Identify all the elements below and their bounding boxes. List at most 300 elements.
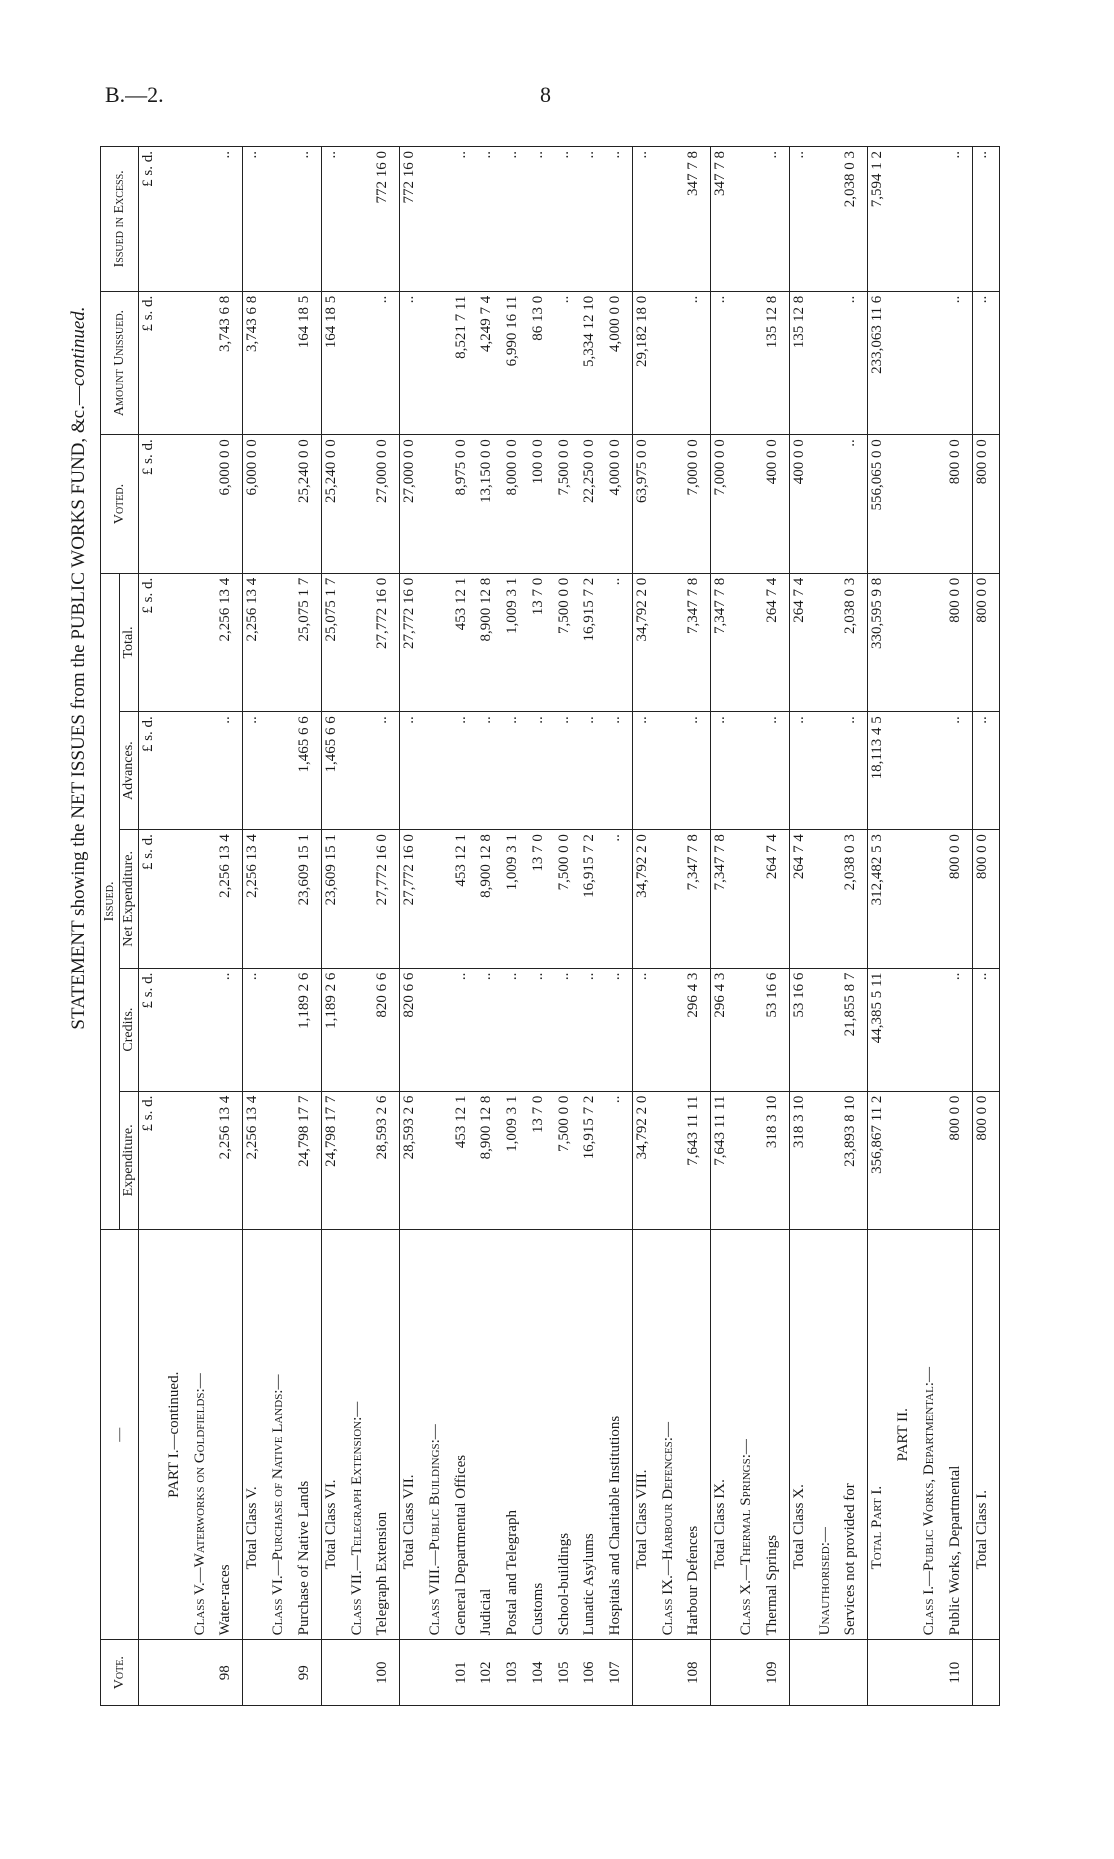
cell-voted: 800 0 0 bbox=[946, 435, 972, 573]
cell-adv: .. bbox=[972, 712, 1000, 830]
table-row bbox=[269, 147, 295, 1706]
cell-exp: 7,500 0 0 bbox=[555, 1091, 581, 1229]
cell-exp: 356,867 11 2 bbox=[868, 1091, 894, 1229]
cell-exc: .. bbox=[477, 147, 503, 292]
cell-adv: 1,465 6 6 bbox=[321, 712, 347, 830]
cell-voted: 7,000 0 0 bbox=[711, 435, 737, 573]
table-row bbox=[477, 147, 503, 1706]
cell-adv: .. bbox=[711, 712, 737, 830]
cell-tot: 800 0 0 bbox=[946, 573, 972, 711]
cell-voted bbox=[659, 435, 685, 573]
cell-uniss: 135 12 8 bbox=[789, 291, 815, 435]
cell-exp bbox=[659, 1091, 685, 1229]
cell-cred: .. bbox=[632, 968, 658, 1091]
vote-number bbox=[269, 1640, 295, 1706]
cell-voted: 800 0 0 bbox=[972, 435, 1000, 573]
cell-net: 34,792 2 0 bbox=[632, 830, 658, 968]
cell-exp bbox=[920, 1091, 946, 1229]
cell-adv: .. bbox=[477, 712, 503, 830]
cell-net: 8,900 12 8 bbox=[477, 830, 503, 968]
vote-number bbox=[400, 1640, 426, 1706]
cell-voted: 8,975 0 0 bbox=[452, 435, 478, 573]
table-row bbox=[580, 147, 606, 1706]
table-row bbox=[452, 147, 478, 1706]
cell-exp bbox=[426, 1091, 452, 1229]
cell-cred bbox=[348, 968, 374, 1091]
cell-uniss: .. bbox=[711, 291, 737, 435]
cell-net: 800 0 0 bbox=[946, 830, 972, 968]
cell-tot: 330,595 9 8 bbox=[868, 573, 894, 711]
cell-uniss bbox=[269, 291, 295, 435]
cell-exc: .. bbox=[632, 147, 658, 292]
vote-number: 101 bbox=[452, 1640, 478, 1706]
vote-number bbox=[972, 1640, 1000, 1706]
cell-uniss bbox=[920, 291, 946, 435]
vote-number: 105 bbox=[555, 1640, 581, 1706]
cell-adv: .. bbox=[400, 712, 426, 830]
vote-number: 99 bbox=[295, 1640, 321, 1706]
cell-net bbox=[348, 830, 374, 968]
table-row bbox=[894, 147, 920, 1706]
table-row bbox=[216, 147, 242, 1706]
cell-net: 27,772 16 0 bbox=[373, 830, 399, 968]
cell-uniss bbox=[165, 291, 191, 435]
cell-exp: 318 3 10 bbox=[763, 1091, 789, 1229]
row-label: Class VIII.—Public Buildings:— bbox=[426, 1230, 452, 1640]
cell-adv: 1,465 6 6 bbox=[295, 712, 321, 830]
vote-number: 107 bbox=[606, 1640, 632, 1706]
cell-exc: .. bbox=[580, 147, 606, 292]
cell-tot: 25,075 1 7 bbox=[295, 573, 321, 711]
table-row-total bbox=[243, 147, 269, 1706]
cell-tot bbox=[269, 573, 295, 711]
table-row-total bbox=[321, 147, 347, 1706]
cell-adv bbox=[659, 712, 685, 830]
table-row bbox=[191, 147, 217, 1706]
cell-voted: 7,000 0 0 bbox=[684, 435, 710, 573]
cell-exc: .. bbox=[555, 147, 581, 292]
cell-adv bbox=[816, 712, 842, 830]
table-row bbox=[348, 147, 374, 1706]
cell-exc: 7,594 1 2 bbox=[868, 147, 894, 292]
cell-net: 16,915 7 2 bbox=[580, 830, 606, 968]
cell-exc bbox=[737, 147, 763, 292]
cell-uniss: 5,334 12 10 bbox=[580, 291, 606, 435]
cell-uniss: .. bbox=[684, 291, 710, 435]
cell-tot: 453 12 1 bbox=[452, 573, 478, 711]
row-label: Class V.—Waterworks on Goldfields:— bbox=[191, 1230, 217, 1640]
cell-exp: 28,593 2 6 bbox=[400, 1091, 426, 1229]
cell-adv: .. bbox=[452, 712, 478, 830]
col-header-issued: Issued. bbox=[101, 573, 120, 1229]
cell-tot: 8,900 12 8 bbox=[477, 573, 503, 711]
row-label: Total Class IX. bbox=[711, 1230, 737, 1640]
cell-uniss: 3,743 6 8 bbox=[243, 291, 269, 435]
cell-exp: 8,900 12 8 bbox=[477, 1091, 503, 1229]
cell-cred: .. bbox=[503, 968, 529, 1091]
row-label: Total Part I. bbox=[868, 1230, 894, 1640]
cell-voted: 22,250 0 0 bbox=[580, 435, 606, 573]
table-row bbox=[816, 147, 842, 1706]
statement-title-main: STATEMENT showing the NET ISSUES from the PUBLIC WORKS FUND, &c.— bbox=[68, 386, 89, 1030]
cell-exc: .. bbox=[789, 147, 815, 292]
col-header-voted: Voted. bbox=[101, 435, 139, 573]
cell-voted: 25,240 0 0 bbox=[295, 435, 321, 573]
col-header-vote: Vote. bbox=[101, 1640, 139, 1706]
cell-cred bbox=[191, 968, 217, 1091]
cell-tot: 1,009 3 1 bbox=[503, 573, 529, 711]
cell-adv: .. bbox=[216, 712, 242, 830]
row-label: Class VI.—Purchase of Native Lands:— bbox=[269, 1230, 295, 1640]
row-label: Class IX.—Harbour Defences:— bbox=[659, 1230, 685, 1640]
cell-exp: 800 0 0 bbox=[946, 1091, 972, 1229]
row-label: School-buildings bbox=[555, 1230, 581, 1640]
cell-net: 2,256 13 4 bbox=[243, 830, 269, 968]
col-header-credits: Credits. bbox=[120, 968, 139, 1091]
cell-cred: .. bbox=[580, 968, 606, 1091]
cell-net: 2,038 0 3 bbox=[841, 830, 867, 968]
vote-number bbox=[711, 1640, 737, 1706]
cell-exp: 24,798 17 7 bbox=[295, 1091, 321, 1229]
cell-exc bbox=[920, 147, 946, 292]
table-row bbox=[763, 147, 789, 1706]
table-row bbox=[684, 147, 710, 1706]
cell-voted bbox=[737, 435, 763, 573]
cell-tot bbox=[191, 573, 217, 711]
vote-number bbox=[920, 1640, 946, 1706]
vote-number bbox=[894, 1640, 920, 1706]
col-header-net-expenditure: Net Expenditure. bbox=[120, 830, 139, 968]
row-label: Total Class I. bbox=[972, 1230, 1000, 1640]
cell-uniss: 4,249 7 4 bbox=[477, 291, 503, 435]
cell-tot: 264 7 4 bbox=[789, 573, 815, 711]
cell-net: 264 7 4 bbox=[763, 830, 789, 968]
cell-exc: .. bbox=[529, 147, 555, 292]
col-header-total: Total. bbox=[120, 573, 139, 711]
cell-net bbox=[894, 830, 920, 968]
cell-adv: .. bbox=[580, 712, 606, 830]
cell-voted: 6,000 0 0 bbox=[216, 435, 242, 573]
rotated-table-wrapper bbox=[100, 146, 1000, 1706]
cell-net bbox=[816, 830, 842, 968]
cell-exc: 772 16 0 bbox=[400, 147, 426, 292]
cell-exc: 2,038 0 3 bbox=[841, 147, 867, 292]
currency-label: £ s. d. bbox=[139, 291, 165, 435]
cell-exc bbox=[269, 147, 295, 292]
cell-exc: .. bbox=[243, 147, 269, 292]
cell-tot: 2,256 13 4 bbox=[216, 573, 242, 711]
cell-exp: 2,256 13 4 bbox=[216, 1091, 242, 1229]
table-row-total bbox=[972, 147, 1000, 1706]
cell-cred: 53 16 6 bbox=[763, 968, 789, 1091]
cell-cred bbox=[894, 968, 920, 1091]
cell-exp: 13 7 0 bbox=[529, 1091, 555, 1229]
cell-exc: .. bbox=[452, 147, 478, 292]
row-label: Total Class V. bbox=[243, 1230, 269, 1640]
cell-tot: 34,792 2 0 bbox=[632, 573, 658, 711]
cell-exc bbox=[659, 147, 685, 292]
table-row bbox=[841, 147, 867, 1706]
cell-adv bbox=[348, 712, 374, 830]
cell-exp: 2,256 13 4 bbox=[243, 1091, 269, 1229]
cell-tot: 264 7 4 bbox=[763, 573, 789, 711]
cell-exc: .. bbox=[321, 147, 347, 292]
cell-exc bbox=[165, 147, 191, 292]
cell-adv bbox=[894, 712, 920, 830]
cell-exp: 1,009 3 1 bbox=[503, 1091, 529, 1229]
cell-cred bbox=[426, 968, 452, 1091]
cell-adv bbox=[426, 712, 452, 830]
cell-voted: 27,000 0 0 bbox=[400, 435, 426, 573]
cell-adv: .. bbox=[632, 712, 658, 830]
cell-adv: .. bbox=[684, 712, 710, 830]
cell-voted: 8,000 0 0 bbox=[503, 435, 529, 573]
cell-tot bbox=[894, 573, 920, 711]
cell-exc: 772 16 0 bbox=[373, 147, 399, 292]
cell-adv bbox=[269, 712, 295, 830]
cell-uniss: .. bbox=[373, 291, 399, 435]
cell-net bbox=[920, 830, 946, 968]
cell-cred: .. bbox=[243, 968, 269, 1091]
cell-tot: 27,772 16 0 bbox=[373, 573, 399, 711]
row-label: Purchase of Native Lands bbox=[295, 1230, 321, 1640]
cell-tot: 16,915 7 2 bbox=[580, 573, 606, 711]
table-row bbox=[606, 147, 632, 1706]
cell-exp: 800 0 0 bbox=[972, 1091, 1000, 1229]
cell-uniss: .. bbox=[400, 291, 426, 435]
cell-cred: 296 4 3 bbox=[684, 968, 710, 1091]
cell-net bbox=[191, 830, 217, 968]
table-row-total bbox=[789, 147, 815, 1706]
cell-cred: 1,189 2 6 bbox=[295, 968, 321, 1091]
cell-tot bbox=[920, 573, 946, 711]
table-row bbox=[503, 147, 529, 1706]
cell-exp: 28,593 2 6 bbox=[373, 1091, 399, 1229]
cell-tot bbox=[659, 573, 685, 711]
cell-net bbox=[426, 830, 452, 968]
cell-net: 27,772 16 0 bbox=[400, 830, 426, 968]
cell-adv: .. bbox=[789, 712, 815, 830]
currency-label: £ s. d. bbox=[139, 573, 165, 711]
cell-voted bbox=[165, 435, 191, 573]
row-label: Postal and Telegraph bbox=[503, 1230, 529, 1640]
cell-net: .. bbox=[606, 830, 632, 968]
table-row bbox=[659, 147, 685, 1706]
cell-net: 7,347 7 8 bbox=[684, 830, 710, 968]
vote-number bbox=[659, 1640, 685, 1706]
cell-tot: 25,075 1 7 bbox=[321, 573, 347, 711]
vote-number bbox=[165, 1640, 191, 1706]
cell-adv: .. bbox=[243, 712, 269, 830]
document-code: B.—2. bbox=[105, 82, 164, 107]
cell-net: 312,482 5 3 bbox=[868, 830, 894, 968]
cell-voted: 63,975 0 0 bbox=[632, 435, 658, 573]
cell-uniss: 8,521 7 11 bbox=[452, 291, 478, 435]
row-label: General Departmental Offices bbox=[452, 1230, 478, 1640]
cell-cred: .. bbox=[452, 968, 478, 1091]
cell-uniss: 86 13 0 bbox=[529, 291, 555, 435]
vote-number bbox=[816, 1640, 842, 1706]
cell-voted bbox=[816, 435, 842, 573]
cell-adv: 18,113 4 5 bbox=[868, 712, 894, 830]
cell-adv: .. bbox=[555, 712, 581, 830]
vote-number bbox=[789, 1640, 815, 1706]
cell-uniss: 29,182 18 0 bbox=[632, 291, 658, 435]
cell-net bbox=[269, 830, 295, 968]
cell-exc bbox=[191, 147, 217, 292]
cell-cred: .. bbox=[972, 968, 1000, 1091]
cell-adv bbox=[191, 712, 217, 830]
cell-tot: 13 7 0 bbox=[529, 573, 555, 711]
col-header-expenditure: Expenditure. bbox=[120, 1091, 139, 1229]
cell-cred: .. bbox=[477, 968, 503, 1091]
cell-net bbox=[737, 830, 763, 968]
cell-exp: 453 12 1 bbox=[452, 1091, 478, 1229]
table-row bbox=[946, 147, 972, 1706]
cell-cred bbox=[269, 968, 295, 1091]
row-label: Telegraph Extension bbox=[373, 1230, 399, 1640]
cell-cred: 820 6 6 bbox=[373, 968, 399, 1091]
cell-exp: 7,643 11 11 bbox=[684, 1091, 710, 1229]
cell-exp: 7,643 11 11 bbox=[711, 1091, 737, 1229]
cell-cred: .. bbox=[529, 968, 555, 1091]
cell-uniss: 135 12 8 bbox=[763, 291, 789, 435]
cell-uniss: 3,743 6 8 bbox=[216, 291, 242, 435]
row-label: Unauthorised:— bbox=[816, 1230, 842, 1640]
currency-row bbox=[139, 147, 165, 1706]
cell-exc: .. bbox=[972, 147, 1000, 292]
table-row bbox=[426, 147, 452, 1706]
cell-voted: 4,000 0 0 bbox=[606, 435, 632, 573]
cell-cred: 296 4 3 bbox=[711, 968, 737, 1091]
cell-uniss: 164 18 5 bbox=[321, 291, 347, 435]
cell-uniss: 233,063 11 6 bbox=[868, 291, 894, 435]
vote-number bbox=[841, 1640, 867, 1706]
cell-voted bbox=[191, 435, 217, 573]
cell-voted bbox=[348, 435, 374, 573]
cell-uniss: .. bbox=[972, 291, 1000, 435]
row-label: Customs bbox=[529, 1230, 555, 1640]
cell-exc: .. bbox=[763, 147, 789, 292]
cell-exp: 318 3 10 bbox=[789, 1091, 815, 1229]
cell-exc: .. bbox=[606, 147, 632, 292]
col-header-excess: Issued in Excess. bbox=[101, 147, 139, 292]
table-row-total bbox=[868, 147, 894, 1706]
cell-exp: 34,792 2 0 bbox=[632, 1091, 658, 1229]
row-label: PART I.—continued. bbox=[165, 1230, 191, 1640]
cell-adv: .. bbox=[946, 712, 972, 830]
table-row bbox=[920, 147, 946, 1706]
statement-title-suffix: continued. bbox=[68, 306, 89, 387]
net-issues-table bbox=[100, 146, 1000, 1706]
row-label: Harbour Defences bbox=[684, 1230, 710, 1640]
cell-voted bbox=[894, 435, 920, 573]
cell-cred: 21,855 8 7 bbox=[841, 968, 867, 1091]
cell-net: 23,609 15 1 bbox=[295, 830, 321, 968]
cell-tot: 2,038 0 3 bbox=[841, 573, 867, 711]
cell-cred: 53 16 6 bbox=[789, 968, 815, 1091]
cell-cred: 820 6 6 bbox=[400, 968, 426, 1091]
table-row bbox=[165, 147, 191, 1706]
cell-tot: 7,347 7 8 bbox=[711, 573, 737, 711]
cell-tot bbox=[426, 573, 452, 711]
cell-exc: 347 7 8 bbox=[711, 147, 737, 292]
cell-exc: .. bbox=[503, 147, 529, 292]
vote-number bbox=[737, 1640, 763, 1706]
vote-number bbox=[321, 1640, 347, 1706]
cell-net: 264 7 4 bbox=[789, 830, 815, 968]
cell-adv: .. bbox=[373, 712, 399, 830]
cell-adv: .. bbox=[763, 712, 789, 830]
vote-number: 100 bbox=[373, 1640, 399, 1706]
cell-cred bbox=[816, 968, 842, 1091]
cell-exc bbox=[348, 147, 374, 292]
table-row bbox=[295, 147, 321, 1706]
currency-label: £ s. d. bbox=[139, 968, 165, 1091]
cell-uniss bbox=[191, 291, 217, 435]
cell-exp: 24,798 17 7 bbox=[321, 1091, 347, 1229]
cell-net: 1,009 3 1 bbox=[503, 830, 529, 968]
row-label: Thermal Springs bbox=[763, 1230, 789, 1640]
cell-net: 7,500 0 0 bbox=[555, 830, 581, 968]
cell-tot bbox=[165, 573, 191, 711]
cell-exc: 347 7 8 bbox=[684, 147, 710, 292]
cell-tot: 800 0 0 bbox=[972, 573, 1000, 711]
cell-cred: .. bbox=[555, 968, 581, 1091]
vote-number: 109 bbox=[763, 1640, 789, 1706]
page-number: 8 bbox=[540, 82, 551, 107]
cell-cred: .. bbox=[606, 968, 632, 1091]
cell-exc bbox=[426, 147, 452, 292]
cell-uniss: 4,000 0 0 bbox=[606, 291, 632, 435]
table-row-total bbox=[711, 147, 737, 1706]
cell-tot: 7,347 7 8 bbox=[684, 573, 710, 711]
cell-exp: 16,915 7 2 bbox=[580, 1091, 606, 1229]
cell-exp bbox=[165, 1091, 191, 1229]
cell-exc: .. bbox=[946, 147, 972, 292]
cell-exc bbox=[816, 147, 842, 292]
cell-net: 23,609 15 1 bbox=[321, 830, 347, 968]
cell-uniss: .. bbox=[841, 291, 867, 435]
cell-uniss bbox=[894, 291, 920, 435]
currency-label: £ s. d. bbox=[139, 712, 165, 830]
vote-number: 104 bbox=[529, 1640, 555, 1706]
cell-adv bbox=[165, 712, 191, 830]
cell-net: 453 12 1 bbox=[452, 830, 478, 968]
cell-voted: 100 0 0 bbox=[529, 435, 555, 573]
cell-tot: 27,772 16 0 bbox=[400, 573, 426, 711]
cell-exc bbox=[894, 147, 920, 292]
vote-number: 103 bbox=[503, 1640, 529, 1706]
table-row bbox=[373, 147, 399, 1706]
cell-exp bbox=[894, 1091, 920, 1229]
col-header-unissued: Amount Unissued. bbox=[101, 291, 139, 435]
cell-voted: 400 0 0 bbox=[789, 435, 815, 573]
vote-number bbox=[191, 1640, 217, 1706]
cell-voted: 7,500 0 0 bbox=[555, 435, 581, 573]
cell-tot: .. bbox=[606, 573, 632, 711]
cell-net: 800 0 0 bbox=[972, 830, 1000, 968]
cell-voted bbox=[426, 435, 452, 573]
row-label: Lunatic Asylums bbox=[580, 1230, 606, 1640]
cell-exp bbox=[737, 1091, 763, 1229]
cell-net: 2,256 13 4 bbox=[216, 830, 242, 968]
cell-voted: 27,000 0 0 bbox=[373, 435, 399, 573]
cell-adv: .. bbox=[529, 712, 555, 830]
cell-cred bbox=[920, 968, 946, 1091]
cell-tot bbox=[816, 573, 842, 711]
currency-label: £ s. d. bbox=[139, 1091, 165, 1229]
